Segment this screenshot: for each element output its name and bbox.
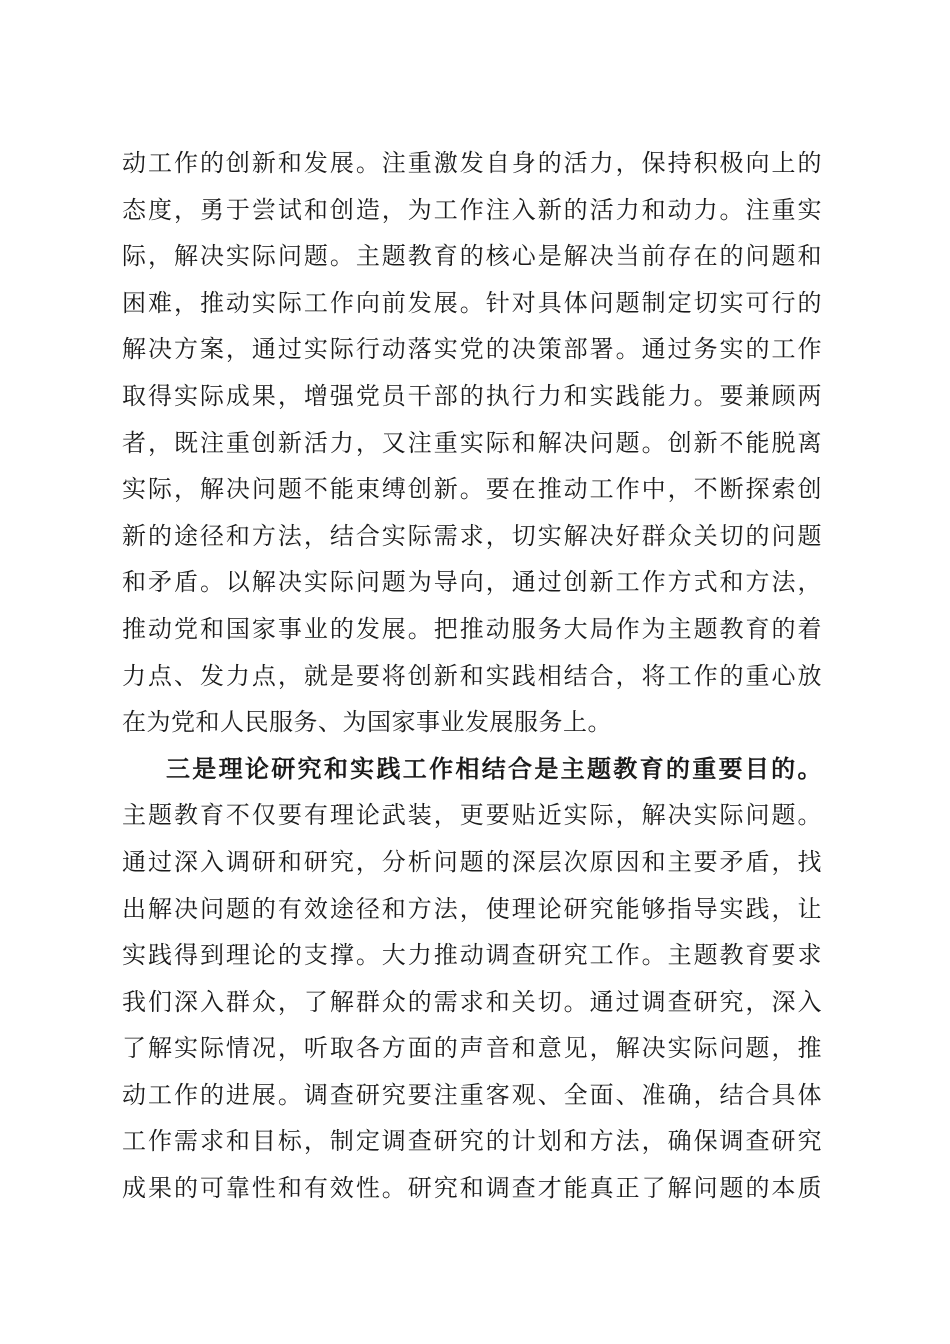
text-line: 解决方案，通过实际行动落实党的决策部署。通过务实的工作 bbox=[122, 335, 822, 364]
text-line: 态度，勇于尝试和创造，为工作注入新的活力和动力。注重实 bbox=[122, 195, 822, 224]
text-line: 和矛盾。以解决实际问题为导向，通过创新工作方式和方法， bbox=[122, 568, 822, 597]
text-line: 我们深入群众，了解群众的需求和关切。通过调查研究，深入 bbox=[122, 987, 822, 1016]
text-line: 推动党和国家事业的发展。把推动服务大局作为主题教育的着 bbox=[122, 614, 822, 643]
text-line: 实践得到理论的支撑。大力推动调查研究工作。主题教育要求 bbox=[122, 941, 822, 970]
text-line: 新的途径和方法，结合实际需求，切实解决好群众关切的问题 bbox=[122, 521, 822, 550]
text-line: 取得实际成果，增强党员干部的执行力和实践能力。要兼顾两 bbox=[122, 381, 822, 410]
text-line: 通过深入调研和研究，分析问题的深层次原因和主要矛盾，找 bbox=[122, 847, 822, 876]
text-line: 出解决问题的有效途径和方法，使理论研究能够指导实践，让 bbox=[122, 894, 822, 923]
text-line: 主题教育不仅要有理论武装，更要贴近实际，解决实际问题。 bbox=[122, 801, 822, 830]
paragraph-heading: 三是理论研究和实践工作相结合是主题教育的重要目的。 bbox=[166, 753, 822, 783]
text-line: 成果的可靠性和有效性。研究和调查才能真正了解问题的本质 bbox=[122, 1174, 822, 1203]
text-line: 动工作的创新和发展。注重激发自身的活力，保持积极向上的 bbox=[122, 149, 822, 177]
text-line: 际，解决实际问题。主题教育的核心是解决当前存在的问题和 bbox=[122, 242, 822, 271]
paragraph-1 bbox=[122, 140, 822, 746]
body-text bbox=[122, 140, 822, 1212]
text-line: 者，既注重创新活力，又注重实际和解决问题。创新不能脱离 bbox=[122, 428, 822, 457]
text-line: 力点、发力点，就是要将创新和实践相结合，将工作的重心放 bbox=[122, 661, 822, 690]
text-line: 在为党和人民服务、为国家事业发展服务上。 bbox=[122, 708, 612, 737]
paragraph-2 bbox=[122, 746, 822, 1212]
text-line: 了解实际情况，听取各方面的声音和意见，解决实际问题，推 bbox=[122, 1034, 822, 1063]
text-line: 动工作的进展。调查研究要注重客观、全面、准确，结合具体 bbox=[122, 1080, 822, 1109]
text-line: 实际，解决问题不能束缚创新。要在推动工作中，不断探索创 bbox=[122, 475, 822, 504]
text-line: 困难，推动实际工作向前发展。针对具体问题制定切实可行的 bbox=[122, 288, 822, 317]
text-line: 工作需求和目标，制定调查研究的计划和方法，确保调查研究 bbox=[122, 1127, 822, 1156]
